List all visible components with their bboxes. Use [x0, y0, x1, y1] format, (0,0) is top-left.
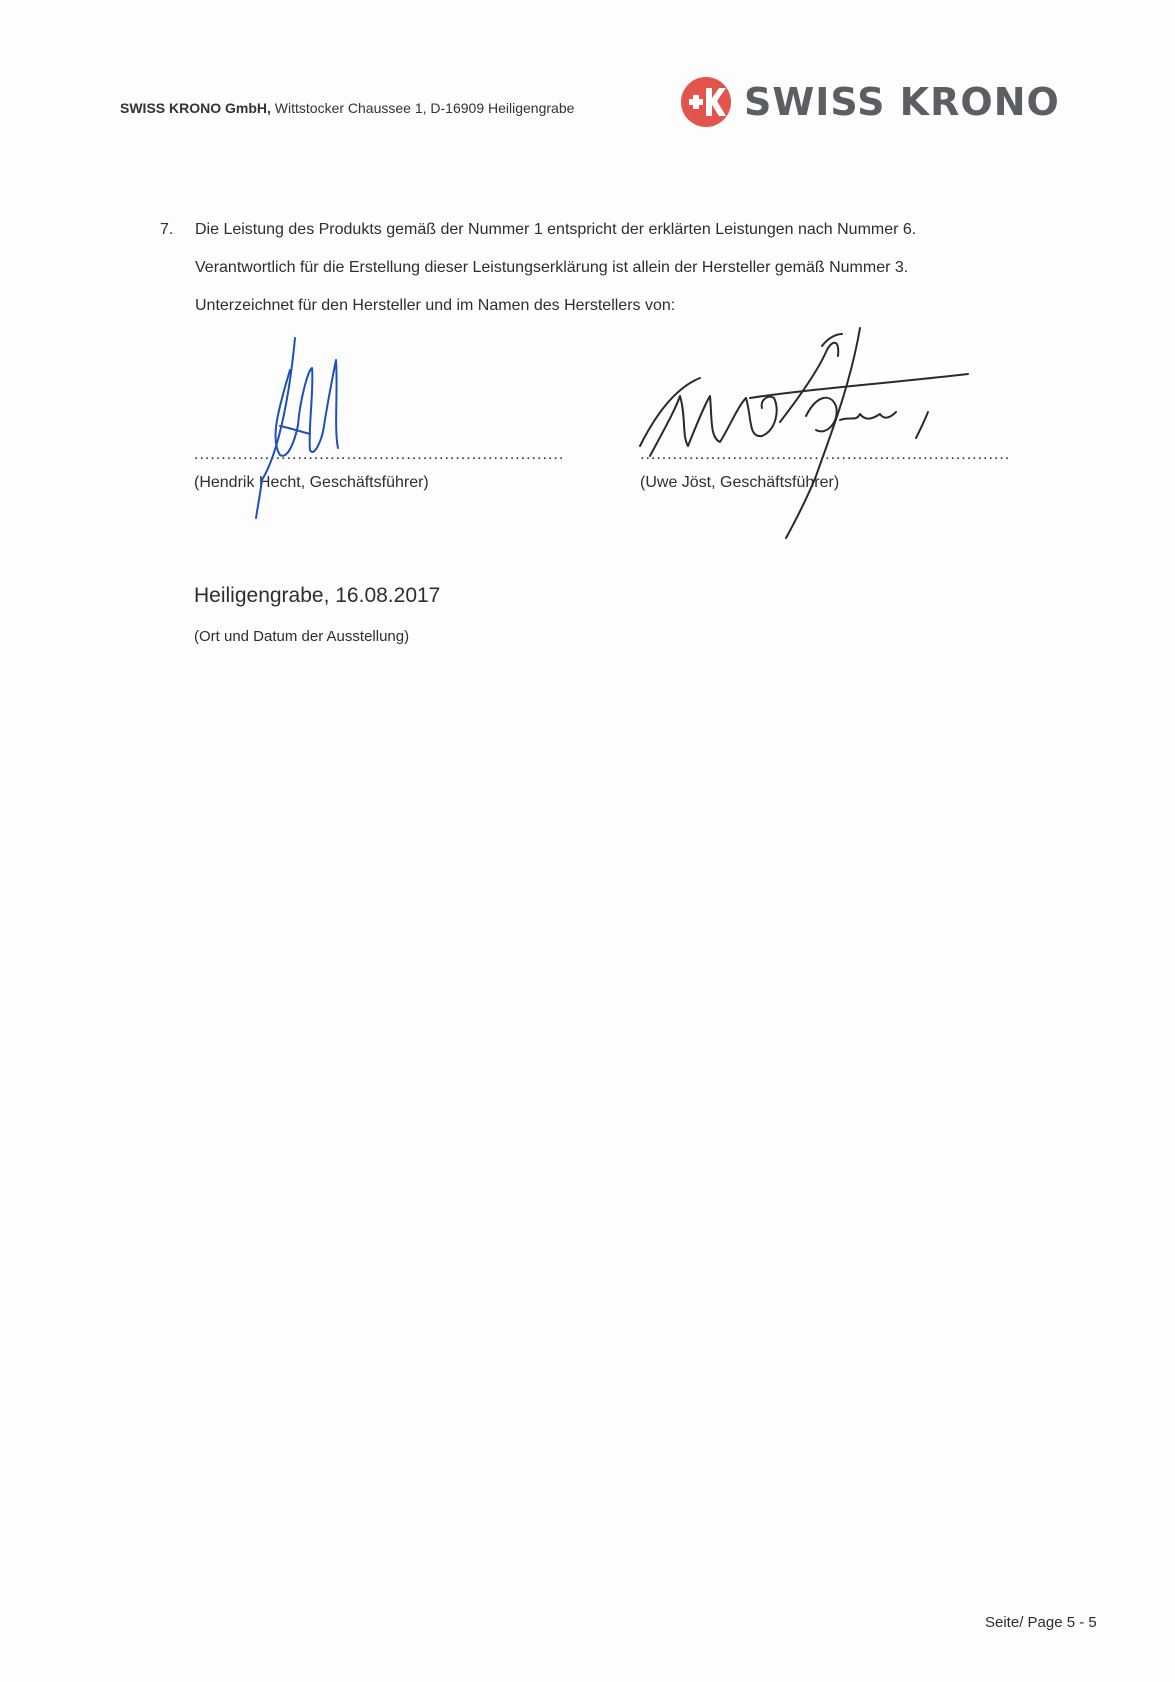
paragraph-responsibility: Verantwortlich für die Erstellung dieser Leistungserklärung ist allein der Hersteller gemäß Nummer 3. [195, 259, 909, 276]
company-name: SWISS KRONO GmbH, [120, 100, 271, 116]
paragraph-signed-by: Unterzeichnet für den Hersteller und im Namen des Herstellers von: [195, 297, 676, 314]
signature-line-right: .................................................................... [640, 446, 1011, 463]
signatory-left-name: (Hendrik Hecht, Geschäftsführer) [194, 474, 429, 491]
company-address: Wittstocker Chaussee 1, D-16909 Heiligengrabe [274, 100, 575, 116]
swiss-krono-logo-icon [680, 76, 732, 128]
swiss-krono-logo [680, 76, 1060, 128]
signature-right-handwritten [630, 326, 1011, 546]
signature-line-left: .................................................................... [194, 446, 565, 463]
signatory-right-name: (Uwe Jöst, Geschäftsführer) [640, 474, 840, 491]
section-7 [160, 218, 940, 318]
signature-left-handwritten [250, 330, 370, 520]
section-number: 7. [160, 221, 174, 238]
place-and-date-caption: (Ort und Datum der Ausstellung) [194, 628, 410, 645]
logo-text: SWISS KRONO [744, 80, 1060, 124]
place-and-date: Heiligengrabe, 16.08.2017 [194, 584, 441, 607]
paragraph-performance: Die Leistung des Produkts gemäß der Nummer 1 entspricht der erklärten Leistungen nach Nummer 6. [195, 221, 917, 238]
page-number: Seite/ Page 5 - 5 [985, 1614, 1097, 1631]
header-address [120, 100, 574, 116]
